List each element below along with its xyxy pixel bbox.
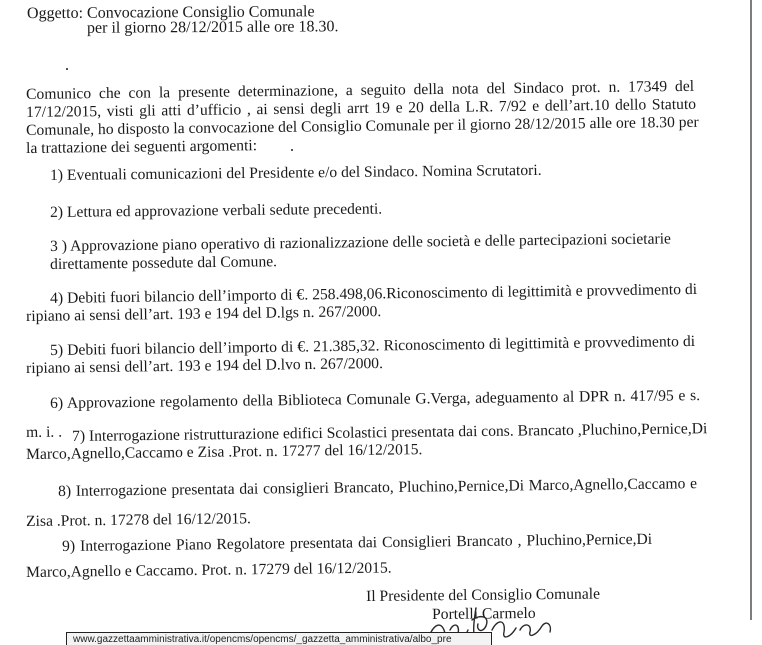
agenda-item-7-line-1: 7) Interrogazione ristrutturazione edifici Scolastici presentata dai cons. Brancato ,Pluchino,Pernice,Di (72, 420, 708, 445)
agenda-item-3-line-1: 3 ) Approvazione piano operativo di razionalizzazione delle società e delle partecipazioni societarie (50, 230, 672, 255)
page-right-edge (750, 0, 752, 620)
agenda-item-2: 2) Lettura ed approvazione verbali sedute precedenti. (50, 200, 383, 221)
agenda-item-6-line-1: 6) Approvazione regolamento della Biblioteca Comunale G.Verga, adeguamento al DPR n. 417/95 e s. (50, 387, 701, 412)
agenda-item-4-line-2: ripiano ai sensi dell’art. 193 e 194 del D.lgs n. 267/2000. (26, 303, 382, 325)
agenda-item-4-line-1: 4) Debiti fuori bilancio dell’importo di €. 258.498,06.Riconoscimento di legittimità e provvedimento di (50, 280, 698, 307)
agenda-item-5-line-1: 5) Debiti fuori bilancio dell’importo di €. 21.385,32. Riconoscimento di legittimità e provvedimento di (50, 332, 696, 359)
agenda-item-6-line-2: m. i. . (26, 423, 63, 441)
subject-line-1: Convocazione Consiglio Comunale (86, 3, 315, 22)
agenda-item-5-line-2: ripiano ai sensi dell’art. 193 e 194 del D.lvo n. 267/2000. (26, 355, 384, 377)
closing-name: Portelli Carmelo (432, 604, 536, 623)
agenda-item-1: 1) Eventuali comunicazioni del Presidente e/o del Sindaco. Nomina Scrutatori. (50, 161, 542, 184)
agenda-item-3-line-2: direttamente possedute dal Comune. (50, 253, 278, 273)
subject-label: Oggetto: (26, 4, 84, 23)
intro-line-4: la trattazione dei seguenti argomenti: (26, 137, 258, 157)
scan-speck (66, 68, 68, 70)
closing-title: Il Presidente del Consiglio Comunale (366, 585, 601, 605)
intro-line-3: Comunale, ho disposto la convocazione del Consiglio Comunale per il giorno 28/12/2015 alle ore 18.30 per (26, 113, 699, 139)
agenda-item-9-line-2: Marco,Agnello e Caccamo. Prot. n. 17279 del 16/12/2015. (26, 559, 392, 581)
agenda-item-7-line-2: Marco,Agnello,Caccamo e Zisa .Prot. n. 17277 del 16/12/2015. (26, 441, 423, 463)
agenda-item-8-line-1: 8) Interrogazione presentata dai consiglieri Brancato, Pluchino,Pernice,Di Marco,Agnello,Caccamo e (58, 475, 698, 500)
intro-line-2: 17/12/2015, visti gli atti d’ufficio , ai sensi degli arrt 19 e 20 della L.R. 7/92 e dell’art.10 dello Statuto (26, 95, 697, 121)
subject-line-2: per il giorno 28/12/2015 alle ore 18.30. (86, 18, 339, 37)
scan-speck (291, 149, 293, 151)
source-url: www.gazzettaamministrativa.it/opencms/opencms/_gazzetta_amministrativa/albo_pre (73, 634, 452, 645)
source-url-bar (66, 632, 492, 645)
agenda-item-9-line-1: 9) Interrogazione Piano Regolatore presentata dai Consiglieri Brancato , Pluchino,Pernice,Di (62, 530, 653, 555)
agenda-item-8-line-2: Zisa .Prot. n. 17278 del 16/12/2015. (26, 510, 252, 530)
intro-line-1: Comunico che con la presente determinazione, a seguito della nota del Sindaco prot. n. 17349 del (26, 77, 695, 103)
